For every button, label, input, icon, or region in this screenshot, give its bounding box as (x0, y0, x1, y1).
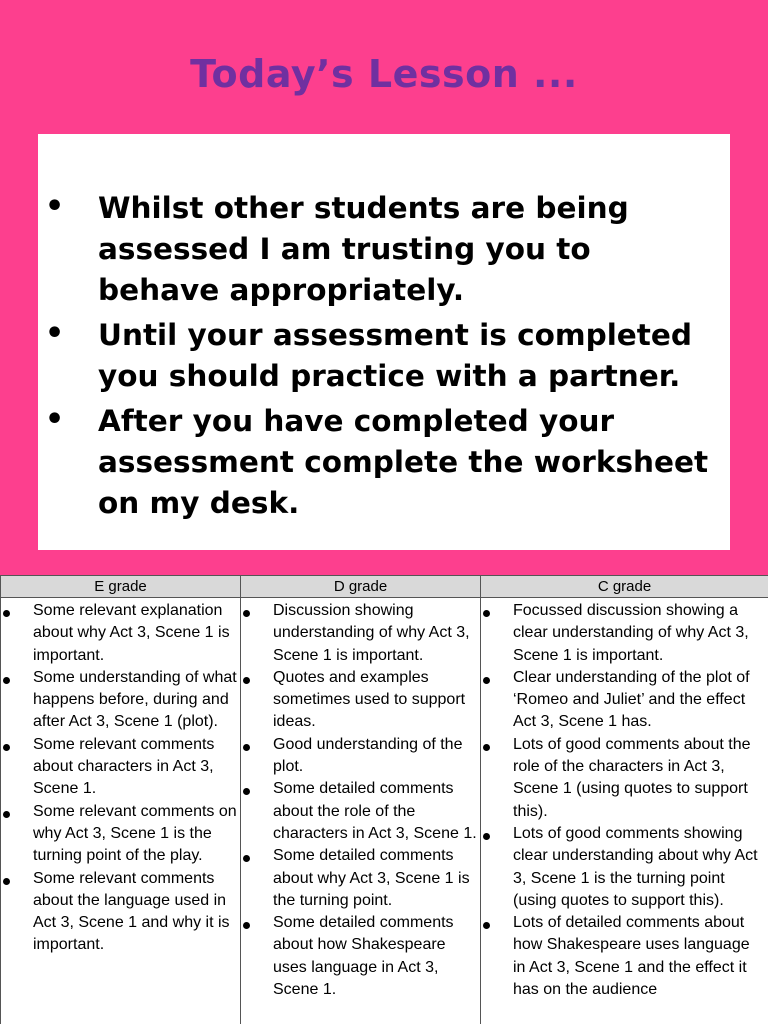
criterion-text: Clear understanding of the plot of ‘Romeo and Juliet’ and the effect Act 3, Scene 1 has. (513, 668, 750, 731)
instruction-text: After you have completed your assessment complete the worksheet on my desk. (98, 404, 709, 520)
criterion-item (481, 667, 768, 734)
criterion-text: Good understanding of the plot. (273, 735, 463, 776)
bullet-icon (483, 744, 490, 751)
c-grade-cell (481, 598, 768, 1024)
e-grade-cell (1, 598, 241, 1024)
criterion-item (1, 667, 240, 734)
instruction-text: Whilst other students are being assessed I am trusting you to behave appropriately. (98, 191, 629, 307)
bullet-icon: • (45, 316, 65, 351)
criterion-text: Quotes and examples sometimes used to support ideas. (273, 668, 466, 731)
bullet-icon (243, 744, 250, 751)
bullet-icon (243, 677, 250, 684)
criterion-text: Some understanding of what happens before, during and after Act 3, Scene 1 (plot). (33, 668, 237, 731)
instruction-item (38, 315, 730, 397)
bullet-icon (3, 811, 10, 818)
criterion-item (481, 600, 768, 667)
criterion-item (481, 912, 768, 1001)
criterion-item (241, 778, 480, 845)
d-grade-criteria (241, 598, 480, 1001)
bullet-icon (3, 744, 10, 751)
criterion-text: Some relevant comments on why Act 3, Scene 1 is the turning point of the play. (33, 802, 237, 865)
criterion-text: Some detailed comments about the role of the characters in Act 3, Scene 1. (273, 780, 477, 842)
grade-criteria-table (0, 575, 768, 1024)
bullet-icon (243, 855, 250, 862)
bullet-icon (243, 788, 250, 795)
criterion-item (481, 823, 768, 912)
criterion-text: Some detailed comments about why Act 3, Scene 1 is the turning point. (273, 847, 470, 909)
c-grade-criteria (481, 598, 768, 1001)
bullet-icon (483, 922, 490, 929)
criterion-item (1, 801, 240, 868)
bullet-icon (483, 833, 490, 840)
column-header-c-grade: C grade (481, 576, 768, 598)
criterion-item (1, 600, 240, 667)
lesson-title: Today’s Lesson ... (190, 52, 578, 96)
criterion-item (241, 734, 480, 779)
criterion-text: Some relevant explanation about why Act 3, Scene 1 is important. (33, 602, 230, 664)
bullet-icon (243, 610, 250, 617)
bullet-icon: • (45, 189, 65, 224)
instruction-text: Until your assessment is completed you should practice with a partner. (98, 318, 693, 393)
bullet-icon (243, 922, 250, 929)
criterion-text: Lots of detailed comments about how Shakespeare uses language in Act 3, Scene 1 and the effect it has on the audience (513, 914, 750, 999)
instruction-item (38, 401, 730, 524)
bullet-icon (3, 677, 10, 684)
criterion-text: Some relevant comments about characters in Act 3, Scene 1. (33, 735, 215, 798)
criterion-item (241, 912, 480, 1001)
criterion-item (241, 600, 480, 667)
criterion-item (241, 845, 480, 912)
table-header-row (1, 576, 768, 598)
criterion-text: Some detailed comments about how Shakespeare uses language in Act 3, Scene 1. (273, 914, 454, 999)
e-grade-criteria (1, 598, 240, 957)
bullet-icon (3, 610, 10, 617)
column-header-e-grade: E grade (1, 576, 241, 598)
bullet-icon (3, 878, 10, 885)
bullet-icon: • (45, 402, 65, 437)
criterion-text: Some relevant comments about the language used in Act 3, Scene 1 and why it is important. (33, 869, 230, 954)
table-row (1, 598, 768, 1024)
d-grade-cell (241, 598, 481, 1024)
criterion-text: Lots of good comments showing clear understanding about why Act 3, Scene 1 is the turning point (using quotes to support this). (513, 824, 758, 909)
bullet-icon (483, 610, 490, 617)
instructions-list (38, 188, 730, 528)
instruction-item (38, 188, 730, 311)
criterion-item (241, 667, 480, 734)
criterion-item (481, 734, 768, 823)
column-header-d-grade: D grade (241, 576, 481, 598)
criterion-item (1, 734, 240, 801)
criterion-text: Lots of good comments about the role of the characters in Act 3, Scene 1 (using quotes to support this). (513, 735, 751, 820)
criterion-item (1, 868, 240, 957)
criterion-text: Focussed discussion showing a clear understanding of why Act 3, Scene 1 is important. (513, 602, 749, 664)
instructions-box (38, 134, 730, 550)
criterion-text: Discussion showing understanding of why Act 3, Scene 1 is important. (273, 602, 470, 664)
bullet-icon (483, 677, 490, 684)
